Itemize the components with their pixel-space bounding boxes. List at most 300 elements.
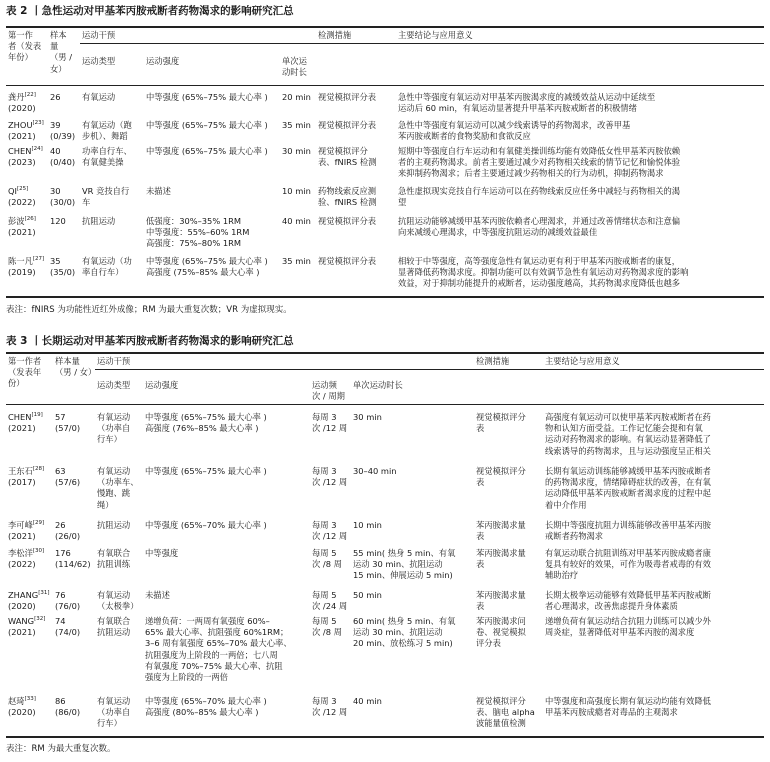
reference-number: [31]: [38, 590, 50, 597]
row-author: [8, 186, 36, 208]
header-conclusion-line: 主要结论与应用意义: [398, 30, 473, 40]
row-sample-line: 57: [55, 412, 66, 422]
row-duration: [353, 590, 382, 601]
table2-header-rule: [6, 85, 764, 86]
row-author-line: ZHOU: [8, 120, 33, 130]
row-author: [8, 616, 45, 638]
row-author-line: 陈一凡: [8, 256, 33, 266]
row-intensity-line: 强度为上阶段的一两倍: [145, 672, 228, 683]
row-type: [97, 616, 130, 638]
header-intensity: [145, 380, 178, 391]
row-frequency: [312, 590, 347, 612]
header-sample-line: 样本: [50, 30, 67, 40]
row-intensity-line: 未描述: [146, 186, 171, 196]
row-conclusion: [545, 590, 711, 612]
row-measure-line: 视觉模拟评分: [476, 412, 526, 422]
row-intensity: [146, 186, 171, 197]
row-author-line: (2021): [8, 131, 36, 142]
row-intensity-line: 中等强度 (65%–75% 最大心率 ): [146, 146, 268, 156]
row-conclusion-line: 长期中等强度抗阻力训练能够改善甲基苯丙胺: [545, 520, 711, 530]
header-sample-line: 女）: [50, 63, 67, 74]
row-duration-line: 35 min: [282, 256, 311, 266]
row-intensity-line: 中等强度 (65%–75% 最大心率 ): [146, 92, 268, 102]
header-duration-line: 单次运: [282, 56, 307, 66]
row-author-line: (2023): [8, 157, 36, 168]
row-frequency-line: 次 /8 周: [312, 627, 342, 638]
row-frequency-line: 次 /12 周: [312, 531, 348, 542]
row-conclusion: [545, 696, 711, 718]
row-intensity-line: 高强度 (76%–85% 最大心率 ): [145, 423, 259, 434]
table3-caption: 表 3 丨长期运动对甲基苯丙胺戒断者药物渴求的影响研究汇总: [6, 335, 294, 347]
row-measure-line: 卷、视觉模拟: [476, 627, 526, 638]
row-measure: [318, 186, 376, 208]
row-conclusion: [398, 186, 680, 208]
row-intensity: [146, 120, 268, 131]
row-conclusion-line: 短期中等强度自行车运动和有氧健美操训练均能有效降低女性甲基苯丙胺依赖: [398, 146, 681, 156]
row-duration: [282, 120, 311, 131]
header-intervention-line: 运动干预: [97, 356, 131, 366]
row-duration: [282, 216, 311, 227]
row-author-line: 王东石: [8, 466, 33, 476]
row-type: [97, 548, 130, 570]
row-duration-line: 55 min( 热身 5 min、有氧: [353, 548, 456, 558]
row-author: [8, 256, 44, 278]
row-conclusion-line: 着中介作用: [545, 499, 587, 510]
row-frequency-line: 次 /8 周: [312, 559, 342, 570]
row-author-line: (2017): [8, 477, 36, 488]
row-measure-line: 视觉模拟评分: [476, 466, 526, 476]
row-measure-line: 验、fNIRS 检测: [318, 197, 377, 208]
row-author-line: (2020): [8, 601, 36, 612]
row-conclusion-line: 运动降低甲基苯丙胺戒断者渴求度的过程中起: [545, 488, 711, 499]
row-duration: [282, 146, 311, 157]
reference-number: [19]: [31, 412, 43, 419]
row-sample: [55, 590, 80, 612]
row-type-line: 步机）、舞蹈: [82, 131, 128, 142]
header-author: [8, 30, 41, 64]
row-duration-line: 40 min: [353, 696, 382, 706]
row-measure-line: 波能量值检测: [476, 718, 526, 729]
row-type-line: 率自行车）: [82, 267, 124, 278]
row-type: [82, 120, 132, 142]
header-type: [97, 380, 130, 391]
row-conclusion: [545, 412, 711, 457]
row-author: [8, 548, 44, 570]
row-duration: [353, 616, 455, 650]
row-type-line: 有氧运动（跑: [82, 120, 132, 130]
row-intensity-line: 65% 最大心率、抗阻强度 60%1RM；: [145, 627, 289, 638]
header-author-line: 者（发表: [8, 41, 42, 52]
row-intensity-line: 中等强度 (65%–75% 最大心率 ): [146, 120, 268, 130]
row-conclusion-line: 苯丙胺戒断者的食物奖励和食欲反应: [398, 131, 531, 142]
row-author-line: (2020): [8, 103, 36, 114]
row-intensity-line: 未描述: [145, 590, 170, 600]
header-sample: [55, 356, 96, 378]
header-intensity-line: 运动强度: [146, 56, 180, 66]
row-sample-line: 39: [50, 120, 61, 130]
row-frequency: [312, 466, 347, 488]
row-intensity: [145, 696, 267, 718]
row-measure: [476, 616, 526, 650]
row-measure: [318, 256, 376, 267]
row-frequency-line: 每周 3: [312, 520, 337, 530]
row-measure-line: 视觉模拟评分: [476, 696, 526, 706]
row-type-line: 有氧健美操: [82, 157, 124, 168]
row-measure: [476, 412, 526, 434]
row-conclusion-line: 物和认知方面受益。工作记忆能会提和有氧: [545, 423, 703, 434]
row-type-line: 抗阻训练: [97, 559, 131, 570]
row-type-line: 有氧运动（功: [82, 256, 132, 266]
row-sample: [55, 548, 91, 570]
row-type-line: （功率车、: [97, 477, 139, 488]
reference-number: [28]: [32, 466, 45, 473]
reference-number: [30]: [32, 548, 45, 555]
reference-number: [27]: [32, 256, 45, 263]
row-author-line: (2019): [8, 267, 36, 278]
row-conclusion: [398, 256, 688, 290]
row-conclusion-line: 来抑制药物渴求；后者主要通过减少药物相关的行为动机，抑制药物渴求: [398, 168, 664, 179]
row-sample: [55, 466, 80, 488]
row-sample-line: 35: [50, 256, 61, 266]
row-sample: [50, 146, 75, 168]
row-type-line: 有氧运动: [82, 92, 116, 102]
row-author: [8, 146, 43, 168]
table2-top-rule: [6, 26, 764, 28]
row-intensity-line: 抗阻强度为上阶段的一两倍；七八周: [145, 649, 278, 660]
row-intensity-line: 高强度 (75%–85% 最大心率 ): [146, 267, 260, 278]
row-conclusion-line: 显著降低药物渴求度。抑制功能可以有效调节急性有氧运动对药物渴求度的影响: [398, 267, 689, 278]
row-intensity-line: 中等强度: [145, 548, 179, 558]
header-author: [8, 356, 41, 390]
row-author-line: (2021): [8, 627, 36, 638]
row-type: [82, 256, 132, 278]
row-type-line: 抗阻运动: [97, 520, 131, 530]
row-conclusion-line: 辅助治疗: [545, 570, 579, 581]
row-sample: [50, 186, 75, 208]
reference-number: [32]: [34, 616, 46, 623]
row-type-line: 抗阻运动: [82, 216, 116, 226]
row-author-line: 龚丹: [8, 92, 25, 102]
header-sample-line: （男 /: [50, 52, 73, 63]
row-author: [8, 92, 36, 114]
row-frequency-line: 每周 3: [312, 696, 337, 706]
row-duration-line: 30–40 min: [353, 466, 397, 476]
reference-number: [23]: [32, 120, 44, 127]
row-duration-line: 10 min: [282, 186, 311, 196]
reference-number: [25]: [16, 186, 29, 193]
row-measure-line: 表: [476, 531, 485, 542]
table2: [6, 26, 764, 316]
row-conclusion-line: 相较于中等强度，高等强度急性有氧运动更有利于甲基苯丙胺戒断者的康复，: [398, 256, 681, 266]
row-intensity-line: 3–6 周有氧强度 65%–70% 最大心率、: [145, 638, 292, 649]
row-sample: [55, 616, 80, 638]
table3: [6, 352, 764, 762]
row-intensity-line: 中等强度 (65%–70% 最大心率 ): [145, 696, 267, 706]
header-conclusion: [545, 356, 620, 367]
row-measure-line: 视觉模拟评分表: [318, 256, 377, 266]
row-measure-line: 表: [476, 601, 485, 612]
row-duration-line: 20 min: [282, 92, 311, 102]
header-author-line: 第一作: [8, 30, 33, 40]
row-author: [8, 412, 43, 434]
row-frequency-line: 次 /12 周: [312, 423, 348, 434]
row-conclusion-line: 望: [398, 197, 407, 208]
row-type-line: 有氧运动: [97, 590, 131, 600]
row-duration-line: 30 min: [353, 412, 382, 422]
row-author-line: CHEN: [8, 146, 32, 156]
row-duration-line: 40 min: [282, 216, 311, 226]
row-frequency: [312, 696, 347, 718]
row-sample-line: 76: [55, 590, 66, 600]
row-sample-line: (76/0): [55, 601, 81, 612]
row-type-line: （功率自: [97, 423, 131, 434]
row-duration: [353, 412, 382, 423]
row-sample: [55, 412, 80, 434]
row-frequency: [312, 548, 342, 570]
table3-note: 表注：RM 为最大重复次数。: [6, 744, 116, 754]
header-measure-line: 检测措施: [318, 30, 352, 40]
row-intensity-line: 低强度：30%–35% 1RM: [146, 216, 242, 226]
header-duration: [282, 56, 307, 78]
row-author-line: WANG: [8, 616, 35, 626]
row-frequency: [312, 412, 347, 434]
row-measure-line: 表: [476, 477, 485, 488]
row-sample: [55, 696, 80, 718]
row-intensity-line: 高强度：75%–80% 1RM: [146, 238, 242, 249]
row-type: [97, 520, 130, 531]
row-sample-line: (57/6): [55, 477, 81, 488]
row-type: [97, 466, 139, 511]
row-type-line: 行车）: [97, 434, 122, 445]
header-author-line: 第一作者: [8, 356, 42, 366]
row-measure-line: 苯丙胺渴求量: [476, 590, 526, 600]
row-type: [97, 590, 139, 612]
header-intervention-line: 运动干预: [82, 30, 116, 40]
row-measure-line: 评分表: [476, 638, 501, 649]
row-author-line: (2022): [8, 559, 36, 570]
row-measure: [318, 146, 376, 168]
row-author-line: 赵琦: [8, 696, 25, 706]
row-author-line: CHEN: [8, 412, 32, 422]
row-duration-line: 30 min: [282, 146, 311, 156]
row-conclusion-line: 中等强度和高强度长期有氧运动均能有效降低: [545, 696, 711, 706]
header-measure: [318, 30, 351, 41]
row-intensity-line: 高强度 (80%–85% 最大心率 ): [145, 707, 259, 718]
row-author-line: 彭波: [8, 216, 25, 226]
row-author-line: (2021): [8, 531, 36, 542]
row-intensity-line: 中等强度：55%–60% 1RM: [146, 227, 250, 238]
row-duration-line: 15 min、伸展运动 5 min): [353, 570, 453, 581]
row-conclusion: [545, 616, 711, 638]
row-conclusion-line: 长期太极拳运动能够有效降低甲基苯丙胺戒断: [545, 590, 711, 600]
row-conclusion-line: 有氧运动联合抗阻训练对甲基苯丙胺成瘾者康: [545, 548, 711, 558]
row-duration-line: 50 min: [353, 590, 382, 600]
row-author-line: (2022): [8, 197, 36, 208]
row-sample: [50, 216, 66, 227]
table2-bottom-rule: [6, 296, 764, 298]
row-type-line: 功率自行车、: [82, 146, 132, 156]
row-frequency-line: 次 /12 周: [312, 707, 348, 718]
row-conclusion-line: 抗阻运动能够减缓甲基苯丙胺依赖者心理渴求，并通过改善情绪状态和注意偏: [398, 216, 681, 226]
row-author-line: (2021): [8, 227, 36, 238]
row-author-line: (2021): [8, 423, 36, 434]
header-duration-line: 动时长: [282, 67, 307, 78]
row-type-line: 有氧运动: [97, 696, 131, 706]
header-sample-line: （男 / 女）: [55, 367, 97, 378]
row-intensity: [146, 92, 268, 103]
header-frequency-line: 运动频: [312, 380, 337, 390]
row-frequency: [312, 520, 347, 542]
row-measure-line: 药物线索反应测: [318, 186, 377, 196]
row-sample-line: 63: [55, 466, 66, 476]
row-intensity-line: 递增负荷：一两周有氧强度 60%–: [145, 616, 270, 626]
table3-header-rule: [6, 404, 764, 405]
row-duration: [282, 92, 311, 103]
header-duration-line: 单次运动时长: [353, 380, 403, 390]
row-duration: [353, 696, 382, 707]
row-frequency-line: 次 /24 周: [312, 601, 348, 612]
row-duration-line: 10 min: [353, 520, 382, 530]
row-conclusion: [398, 120, 630, 142]
row-intensity: [145, 412, 267, 434]
row-type-line: （太极拳）: [97, 601, 139, 612]
header-sample-line: 量: [50, 41, 59, 52]
row-conclusion-line: 周炎症，显著降低对甲基苯丙胺的渴求度: [545, 627, 695, 638]
reference-number: [33]: [24, 696, 36, 703]
row-sample-line: 120: [50, 216, 66, 226]
row-type: [97, 412, 130, 446]
row-sample-line: (0/39): [50, 131, 76, 142]
row-intensity: [145, 548, 178, 559]
row-type-line: 车: [82, 197, 91, 208]
row-author: [8, 696, 36, 718]
row-measure: [476, 466, 526, 488]
row-duration: [353, 466, 397, 477]
row-sample-line: 176: [55, 548, 71, 558]
header-measure-line: 检测措施: [476, 356, 510, 366]
row-conclusion: [545, 548, 711, 582]
row-sample-line: (114/62): [55, 559, 91, 570]
row-type-line: 有氧运动: [97, 466, 131, 476]
row-conclusion: [545, 466, 711, 511]
row-type-line: VR 竞技自行: [82, 186, 130, 196]
header-author-line: （发表年: [8, 367, 42, 378]
row-frequency: [312, 616, 342, 638]
row-measure: [476, 590, 526, 612]
row-sample: [50, 120, 75, 142]
header-author-line: 份）: [8, 378, 25, 389]
row-duration-line: 运动 30 min、抗阻运动: [353, 627, 443, 638]
row-measure: [476, 548, 526, 570]
header-frequency-line: 次 / 周期: [312, 391, 345, 402]
row-author: [8, 216, 36, 238]
row-duration: [353, 548, 455, 582]
row-type: [97, 696, 130, 730]
row-type-line: （功率自: [97, 707, 131, 718]
row-author-line: 李可峰: [8, 520, 33, 530]
row-sample-line: 30: [50, 186, 61, 196]
row-conclusion-line: 递增负荷有氧运动结合抗阻力训练可以减少外: [545, 616, 711, 626]
row-measure: [318, 120, 376, 131]
header-intervention: [97, 356, 130, 367]
header-frequency: [312, 380, 345, 402]
row-author-line: ZHANG: [8, 590, 39, 600]
row-conclusion-line: 运动对药物渴求的影响。有氧运动显著降低了: [545, 434, 711, 445]
row-type-line: 有氧联合: [97, 616, 131, 626]
row-duration: [282, 186, 311, 197]
row-author: [8, 590, 50, 612]
row-measure: [476, 520, 526, 542]
row-conclusion-line: 运动后 60 min，有氧运动显著提升甲基苯丙胺戒断者的积极情绪: [398, 103, 637, 114]
row-intensity-line: 中等强度 (65%–70% 最大心率 ): [145, 520, 267, 530]
row-intensity-line: 中等强度 (65%–75% 最大心率 ): [146, 256, 268, 266]
row-measure-line: 视觉模拟评分表: [318, 120, 377, 130]
row-intensity: [145, 616, 292, 683]
row-measure-line: 苯丙胺渴求问: [476, 616, 526, 626]
row-conclusion-line: 向来减缓心理渴求，中等强度抗阻运动的减缓效益最佳: [398, 227, 598, 238]
header-conclusion-line: 主要结论与应用意义: [545, 356, 620, 366]
reference-number: [24]: [31, 146, 43, 153]
row-measure: [318, 216, 376, 227]
row-type-line: 慢跑、跳: [97, 488, 131, 499]
row-sample-line: (26/0): [55, 531, 81, 542]
row-measure-line: 表、fNIRS 检测: [318, 157, 377, 168]
row-sample-line: (35/0): [50, 267, 76, 278]
header-conclusion: [398, 30, 473, 41]
row-intensity-line: 有氧强度 70%–75% 最大心率、抗阻: [145, 660, 283, 671]
row-type-line: 有氧运动: [97, 412, 131, 422]
row-conclusion-line: 者心理渴求，改善焦虑提升身体素质: [545, 601, 678, 612]
row-conclusion: [545, 520, 711, 542]
row-sample: [50, 92, 61, 103]
row-conclusion-line: 长期有氧运动训练能够减缓甲基苯丙胺戒断者: [545, 466, 711, 476]
row-measure-line: 苯丙胺渴求量: [476, 520, 526, 530]
header-intervention: [82, 30, 115, 41]
row-conclusion: [398, 146, 680, 180]
header-sample: [50, 30, 72, 75]
row-sample-line: (57/0): [55, 423, 81, 434]
header-intensity: [146, 56, 179, 67]
row-sample-line: 26: [55, 520, 66, 530]
row-conclusion-line: 高强度有氧运动可以使甲基苯丙胺戒断者在药: [545, 412, 711, 422]
row-type-line: 抗阻运动: [97, 627, 131, 638]
row-type-line: 绳）: [97, 499, 114, 510]
row-sample: [50, 256, 75, 278]
row-conclusion-line: 急性中等强度有氧运动对甲基苯丙胺渴求度的减缓效益从运动中延续至: [398, 92, 656, 102]
row-author-line: 李松洋: [8, 548, 33, 558]
header-type-line: 运动类型: [97, 380, 131, 390]
table3-top-rule: [6, 352, 764, 354]
header-measure: [476, 356, 509, 367]
row-sample-line: 86: [55, 696, 66, 706]
row-frequency-line: 每周 3: [312, 412, 337, 422]
intervention-subrule: [80, 43, 764, 44]
row-frequency-line: 每周 5: [312, 590, 337, 600]
row-conclusion: [398, 92, 655, 114]
row-type-line: 行车）: [97, 718, 122, 729]
row-sample-line: (30/0): [50, 197, 76, 208]
header-sample-line: 样本量: [55, 356, 80, 366]
row-intensity: [145, 466, 267, 477]
row-sample-line: (74/0): [55, 627, 81, 638]
header-duration: [353, 380, 403, 391]
table3-bottom-rule: [6, 736, 764, 738]
row-sample-line: 40: [50, 146, 61, 156]
row-measure: [318, 92, 376, 103]
row-measure-line: 视觉模拟评分表: [318, 92, 377, 102]
row-measure-line: 苯丙胺渴求量: [476, 548, 526, 558]
row-frequency-line: 每周 5: [312, 548, 337, 558]
